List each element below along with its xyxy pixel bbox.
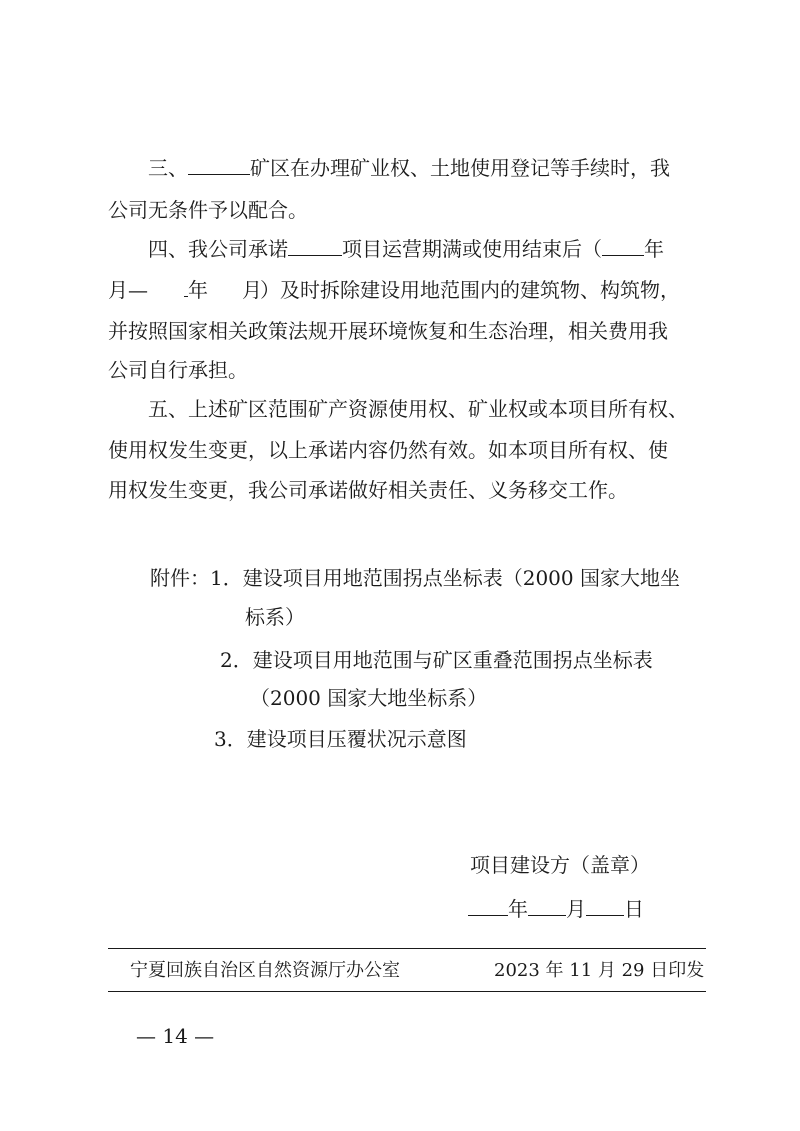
footer-top-rule <box>108 948 706 949</box>
paragraph-5-line-2: 使用权发生变更，以上承诺内容仍然有效。如本项目所有权、使 <box>108 438 668 462</box>
attachment-3: 3．建设项目压覆状况示意图 <box>214 727 467 751</box>
start-year-blank <box>602 236 644 256</box>
mine-name-blank <box>188 155 250 175</box>
signature-month-blank <box>528 896 566 916</box>
signature-party: 项目建设方（盖章） <box>470 853 650 877</box>
signature-day-label: 日 <box>624 897 644 920</box>
paragraph-3-prefix: 三、 <box>148 156 188 179</box>
paragraph-3-text: 矿区在办理矿业权、土地使用登记等手续时，我 <box>250 156 670 179</box>
paragraph-4-prefix: 四、我公司承诺 <box>148 237 288 260</box>
paragraph-5-line-1: 五、上述矿区范围矿产资源使用权、矿业权或本项目所有权、 <box>148 397 688 421</box>
paragraph-4-line-1 <box>148 236 702 260</box>
attachment-1-line-2: 标系） <box>245 605 305 629</box>
attachment-2-line-2: （2000 国家大地坐标系） <box>250 686 488 710</box>
paragraph-5-line-3: 用权发生变更，我公司承诺做好相关责任、义务移交工作。 <box>108 478 628 502</box>
project-name-blank <box>288 236 342 256</box>
start-year-label: 年 <box>644 237 664 260</box>
paragraph-3-line-2: 公司无条件予以配合。 <box>108 198 308 222</box>
paragraph-4-text-2: ）及时拆除建设用地范围内的建筑物、构筑物， <box>260 278 680 301</box>
attachments-label: 附件： <box>150 566 210 590</box>
attachment-1-line-1 <box>150 566 710 590</box>
paragraph-4-line-4: 公司自行承担。 <box>108 358 248 382</box>
signature-date <box>468 896 708 920</box>
paragraph-4-line-3: 并按照国家相关政策法规开展环境恢复和生态治理，相关费用我 <box>108 319 668 343</box>
attachment-2-line-1: 2．建设项目用地范围与矿区重叠范围拐点坐标表 <box>220 648 653 672</box>
footer-bottom-rule <box>108 991 706 992</box>
signature-month-label: 月 <box>566 897 586 920</box>
start-month-label: 月— <box>108 278 184 301</box>
paragraph-4-line-2 <box>108 277 702 301</box>
end-month-label: 月 <box>242 278 262 301</box>
signature-year-blank <box>468 896 508 916</box>
signature-year-label: 年 <box>508 897 528 920</box>
paragraph-4-text: 项目运营期满或使用结束后（ <box>342 237 602 260</box>
attachment-1-title: 1．建设项目用地范围拐点坐标表（2000 国家大地坐 <box>210 566 680 590</box>
footer-issuer: 宁夏回族自治区自然资源厅办公室 <box>130 960 400 981</box>
page-number: — 14 — <box>136 1024 215 1048</box>
end-year-label: 年 <box>188 278 242 301</box>
footer-date: 2023 年 11 月 29 日印发 <box>494 960 705 981</box>
signature-day-blank <box>586 896 624 916</box>
paragraph-3-line-1 <box>148 155 702 179</box>
